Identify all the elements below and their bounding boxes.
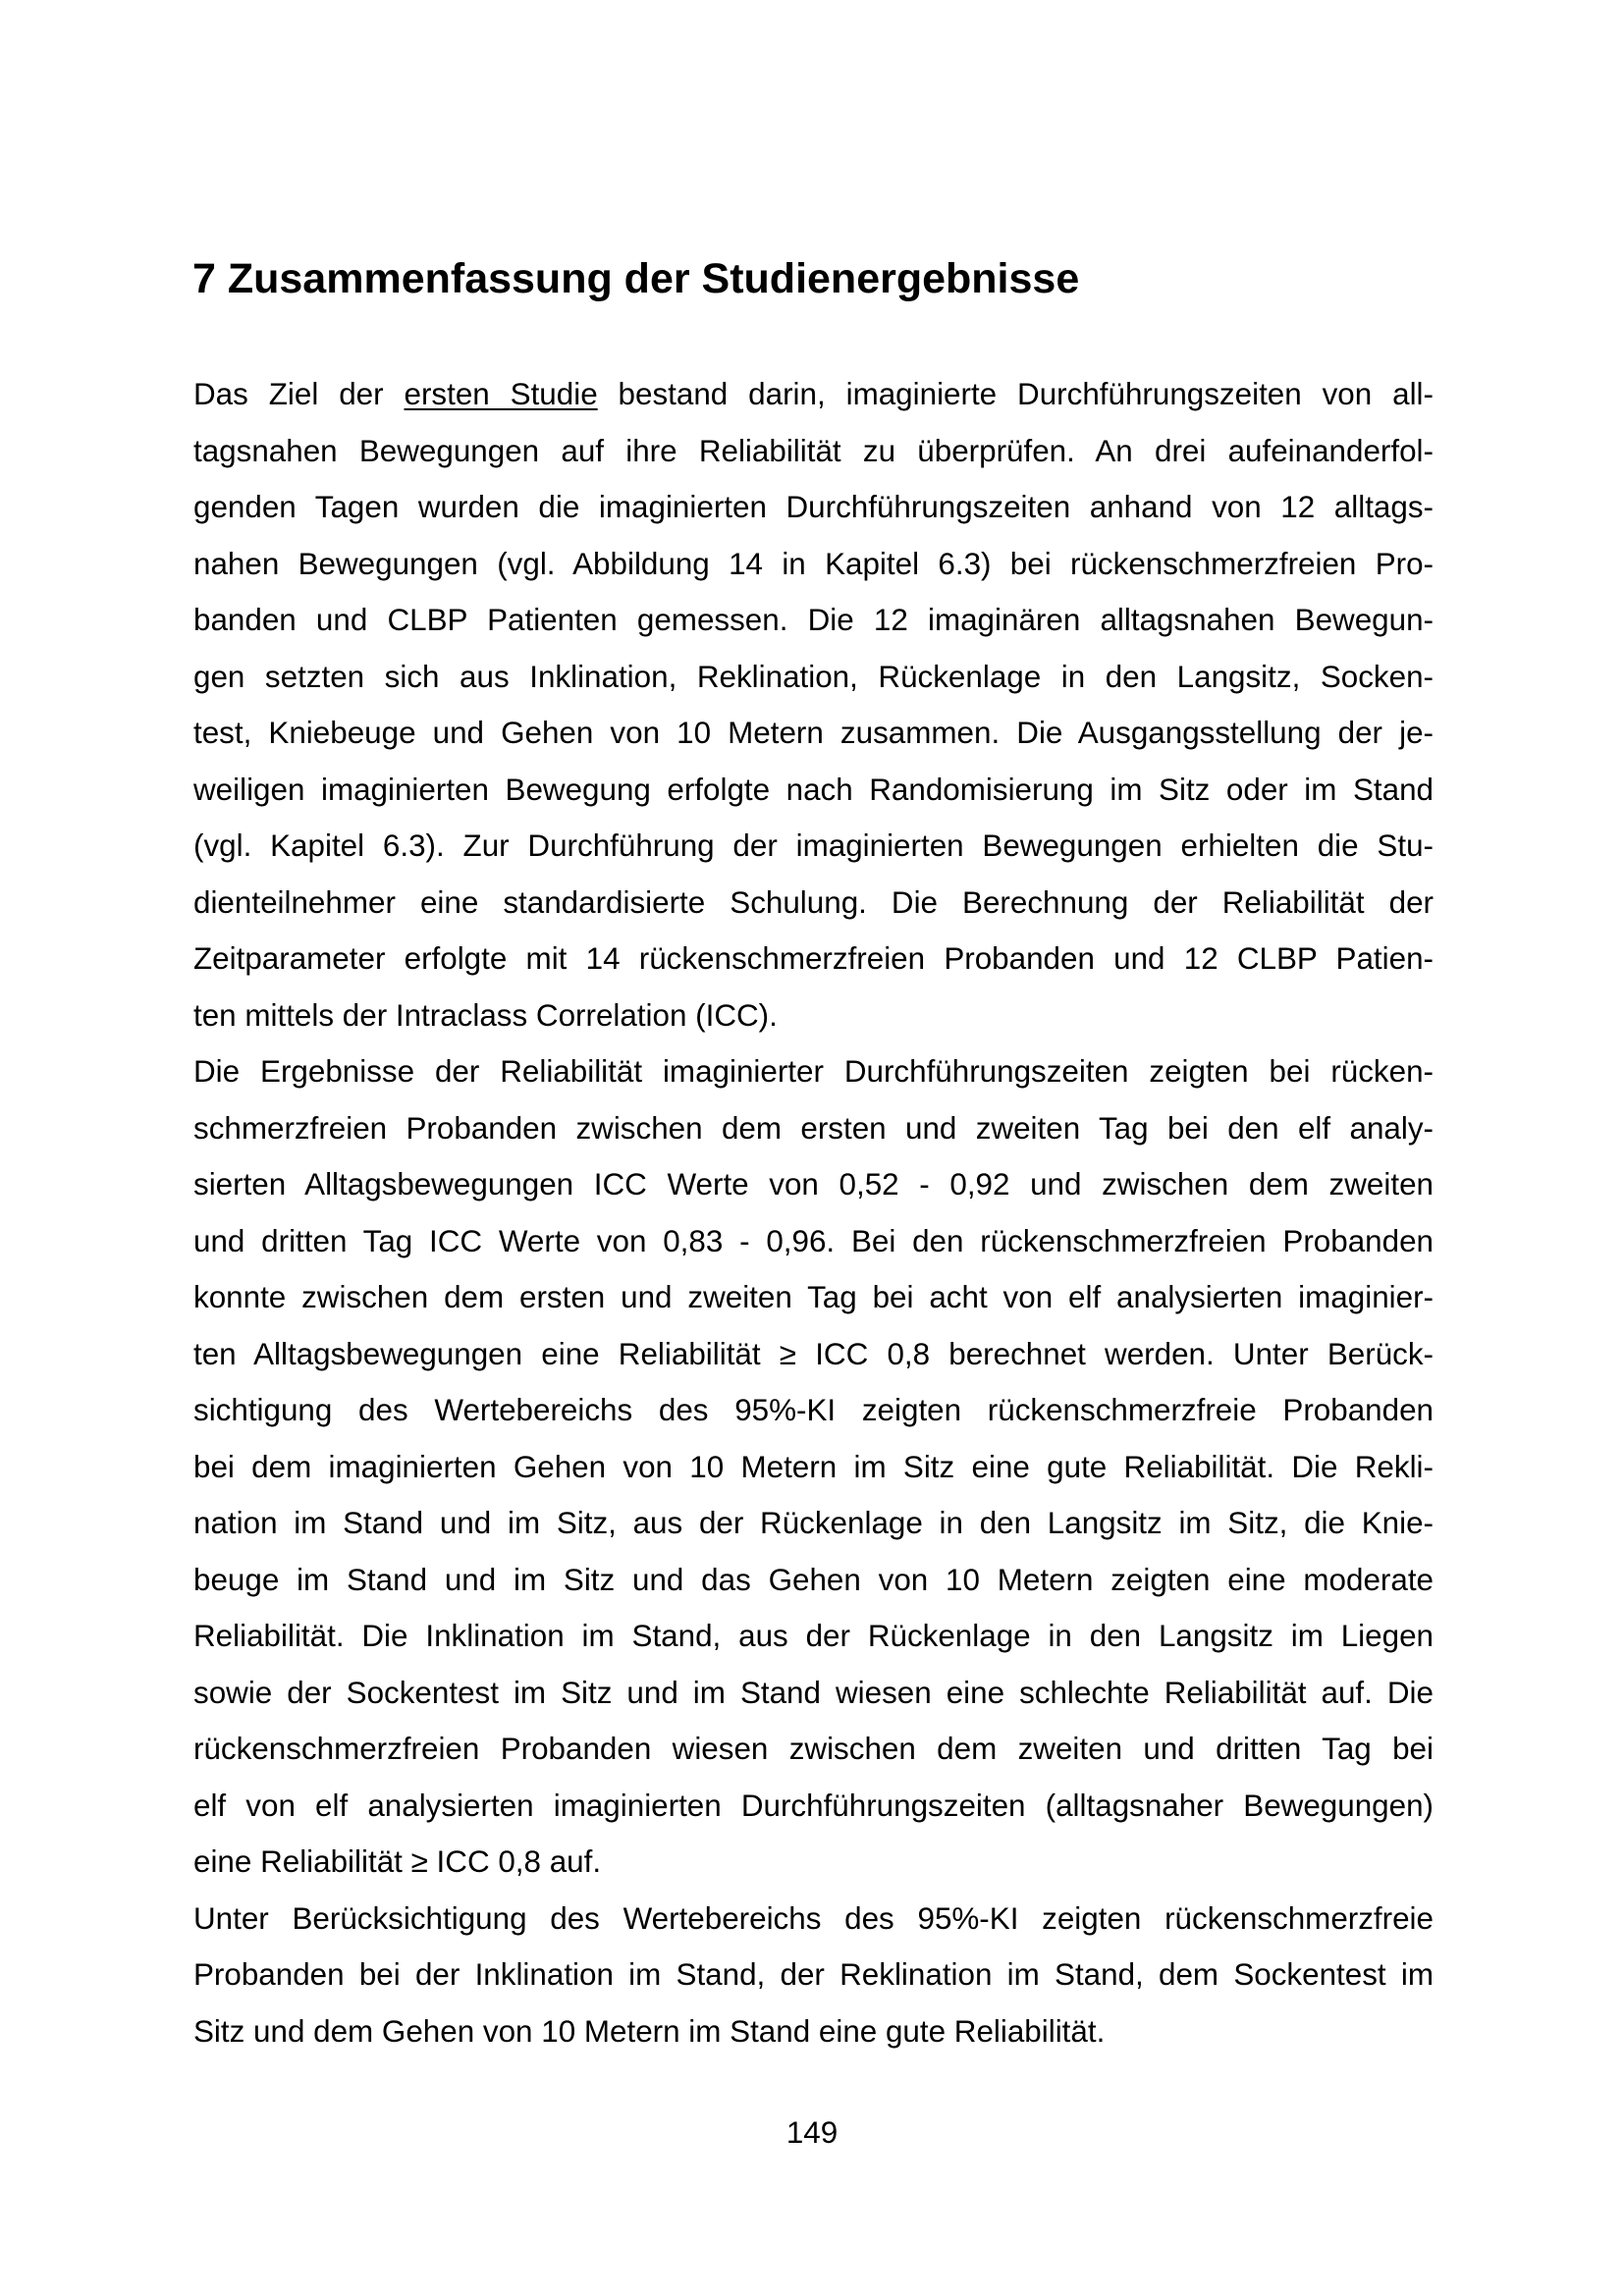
text-line: dienteilnehmer eine standardisierte Schulung. Die Berechnung der Reliabilität der [193,884,1434,920]
text-line: Die Ergebnisse der Reliabilität imaginierter Durchführungszeiten zeigten bei rücken- [193,1054,1434,1089]
text-line: gen setzten sich aus Inklination, Reklination, Rückenlage in den Langsitz, Socken- [193,659,1434,694]
text-line: tagsnahen Bewegungen auf ihre Reliabilität zu überprüfen. An drei aufeinanderfol- [193,433,1434,468]
text-segment: bestand darin, imaginierte Durchführungszeiten von all- [597,377,1434,411]
text-line: (vgl. Kapitel 6.3). Zur Durchführung der imaginierten Bewegungen erhielten die Stu- [193,828,1434,863]
text-line: nation im Stand und im Sitz, aus der Rückenlage in den Langsitz im Sitz, die Knie- [193,1506,1434,1540]
paragraph-study-goal [193,366,1434,1043]
paragraph-confidence-interval [193,1891,1434,2060]
chapter-heading: 7 Zusammenfassung der Studienergebnisse [192,255,1080,302]
text-line: rückenschmerzfreien Probanden wiesen zwischen dem zweiten und dritten Tag bei [193,1732,1434,1766]
body-text [193,366,1434,2059]
text-line: genden Tagen wurden die imaginierten Durchführungszeiten anhand von 12 alltags- [193,490,1434,524]
text-line: Unter Berücksichtigung des Wertebereichs des 95%-KI zeigten rückenschmerzfreie [193,1900,1434,1936]
text-line [193,366,1434,423]
text-line: sierten Alltagsbewegungen ICC Werte von 0,52 - 0,92 und zwischen dem zweiten [193,1167,1434,1201]
text-segment: Das Ziel der [193,377,405,411]
text-line: sowie der Sockentest im Sitz und im Stand wiesen eine schlechte Reliabilität auf. Die [193,1675,1434,1710]
text-line: und dritten Tag ICC Werte von 0,83 - 0,96. Bei den rückenschmerzfreien Probanden [193,1223,1434,1258]
text-line: weiligen imaginierten Bewegung erfolgte nach Randomisierung im Sitz oder im Stand [193,772,1434,807]
text-line: Probanden bei der Inklination im Stand, der Reklination im Stand, dem Sockentest im [193,1957,1434,1992]
first-study-link[interactable]: ersten Studie [404,377,598,411]
page-number: 149 [785,2115,839,2150]
text-line: ten mittels der Intraclass Correlation (ICC). [193,997,778,1033]
text-line: eine Reliabilität ≥ ICC 0,8 auf. [193,1844,602,1879]
text-line: bei dem imaginierten Gehen von 10 Metern im Sitz eine gute Reliabilität. Die Rekli- [193,1449,1434,1484]
text-line: beuge im Stand und im Sitz und das Gehen von 10 Metern zeigten eine moderate [193,1562,1434,1597]
text-line: Reliabilität. Die Inklination im Stand, aus der Rückenlage in den Langsitz im Liegen [193,1619,1434,1653]
paragraph-results [193,1043,1434,1891]
text-line: test, Kniebeuge und Gehen von 10 Metern zusammen. Die Ausgangsstellung der je- [193,716,1434,750]
text-line: elf von elf analysierten imaginierten Durchführungszeiten (alltagsnaher Bewegungen) [193,1788,1434,1823]
text-line: banden und CLBP Patienten gemessen. Die 12 imaginären alltagsnahen Bewegun- [193,603,1434,637]
text-line: ten Alltagsbewegungen eine Reliabilität ≥ ICC 0,8 berechnet werden. Unter Berück- [193,1336,1434,1371]
text-line: konnte zwischen dem ersten und zweiten Tag bei acht von elf analysierten imaginier- [193,1280,1434,1314]
text-line: nahen Bewegungen (vgl. Abbildung 14 in Kapitel 6.3) bei rückenschmerzfreien Pro- [193,546,1434,581]
text-line: Sitz und dem Gehen von 10 Metern im Stand eine gute Reliabilität. [193,2013,1106,2049]
text-line: sichtigung des Wertebereichs des 95%-KI zeigten rückenschmerzfreie Probanden [193,1393,1434,1427]
text-line: Zeitparameter erfolgte mit 14 rückenschmerzfreien Probanden und 12 CLBP Patien- [193,941,1434,976]
text-line: schmerzfreien Probanden zwischen dem ersten und zweiten Tag bei den elf analy- [193,1110,1434,1146]
